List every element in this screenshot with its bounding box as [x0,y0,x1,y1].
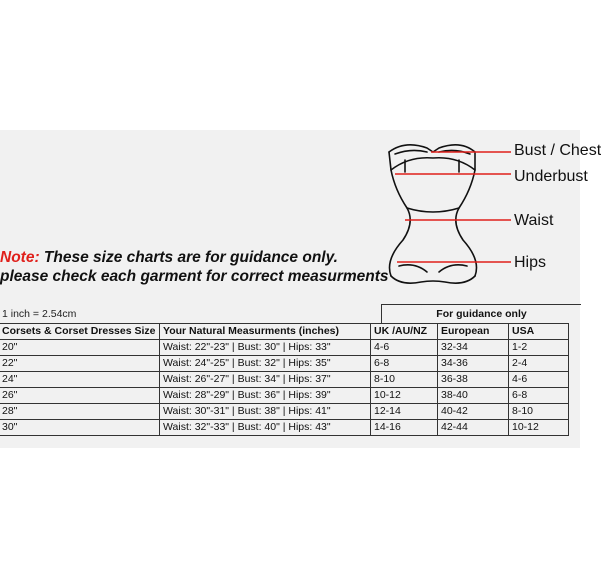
table-row [0,372,569,388]
cell-uk: 12-14 [371,404,438,420]
size-chart-panel [0,130,601,448]
cell-size: 26" [0,388,160,404]
cell-eu: 38-40 [438,388,509,404]
table-row [0,404,569,420]
header-uk-au-nz: UK /AU/NZ [371,324,438,340]
cell-eu: 40-42 [438,404,509,420]
guidance-header: For guidance only [381,304,581,323]
note-line-1 [0,248,389,267]
unit-conversion: 1 inch = 2.54cm [2,308,77,320]
header-corset-size: Corsets & Corset Dresses Size [0,324,160,340]
cell-uk: 6-8 [371,356,438,372]
size-table [0,323,569,436]
cell-usa: 10-12 [509,420,569,436]
header-usa: USA [509,324,569,340]
cell-eu: 36-38 [438,372,509,388]
cell-size: 24" [0,372,160,388]
cell-size: 20" [0,340,160,356]
table-row [0,340,569,356]
cell-measurements: Waist: 30"-31" | Bust: 38" | Hips: 41" [160,404,371,420]
note-label: Note: [0,249,40,266]
cell-measurements: Waist: 26"-27" | Bust: 34" | Hips: 37" [160,372,371,388]
header-european: European [438,324,509,340]
cell-measurements: Waist: 32"-33" | Bust: 40" | Hips: 43" [160,420,371,436]
cell-usa: 8-10 [509,404,569,420]
guidance-note [0,248,389,286]
cell-uk: 8-10 [371,372,438,388]
cell-usa: 4-6 [509,372,569,388]
table-row [0,356,569,372]
table-header-row [0,324,569,340]
note-text-2: please check each garment for correct measurments [0,268,389,285]
cell-uk: 4-6 [371,340,438,356]
cell-measurements: Waist: 28"-29" | Bust: 36" | Hips: 39" [160,388,371,404]
table-row [0,388,569,404]
callout-waist: Waist [514,212,554,229]
cell-eu: 32-34 [438,340,509,356]
cell-usa: 1-2 [509,340,569,356]
callout-hips: Hips [514,254,547,271]
cell-measurements: Waist: 22"-23" | Bust: 30" | Hips: 33" [160,340,371,356]
cell-usa: 6-8 [509,388,569,404]
cell-eu: 42-44 [438,420,509,436]
note-text-1: These size charts are for guidance only. [43,249,338,266]
callout-underbust: Underbust [514,168,588,185]
cell-uk: 10-12 [371,388,438,404]
callout-bust: Bust / Chest [514,142,601,159]
header-measurements: Your Natural Measurments (inches) [160,324,371,340]
cell-eu: 34-36 [438,356,509,372]
cell-usa: 2-4 [509,356,569,372]
cell-size: 30" [0,420,160,436]
table-row [0,420,569,436]
cell-size: 28" [0,404,160,420]
cell-uk: 14-16 [371,420,438,436]
cell-measurements: Waist: 24"-25" | Bust: 32" | Hips: 35" [160,356,371,372]
cell-size: 22" [0,356,160,372]
